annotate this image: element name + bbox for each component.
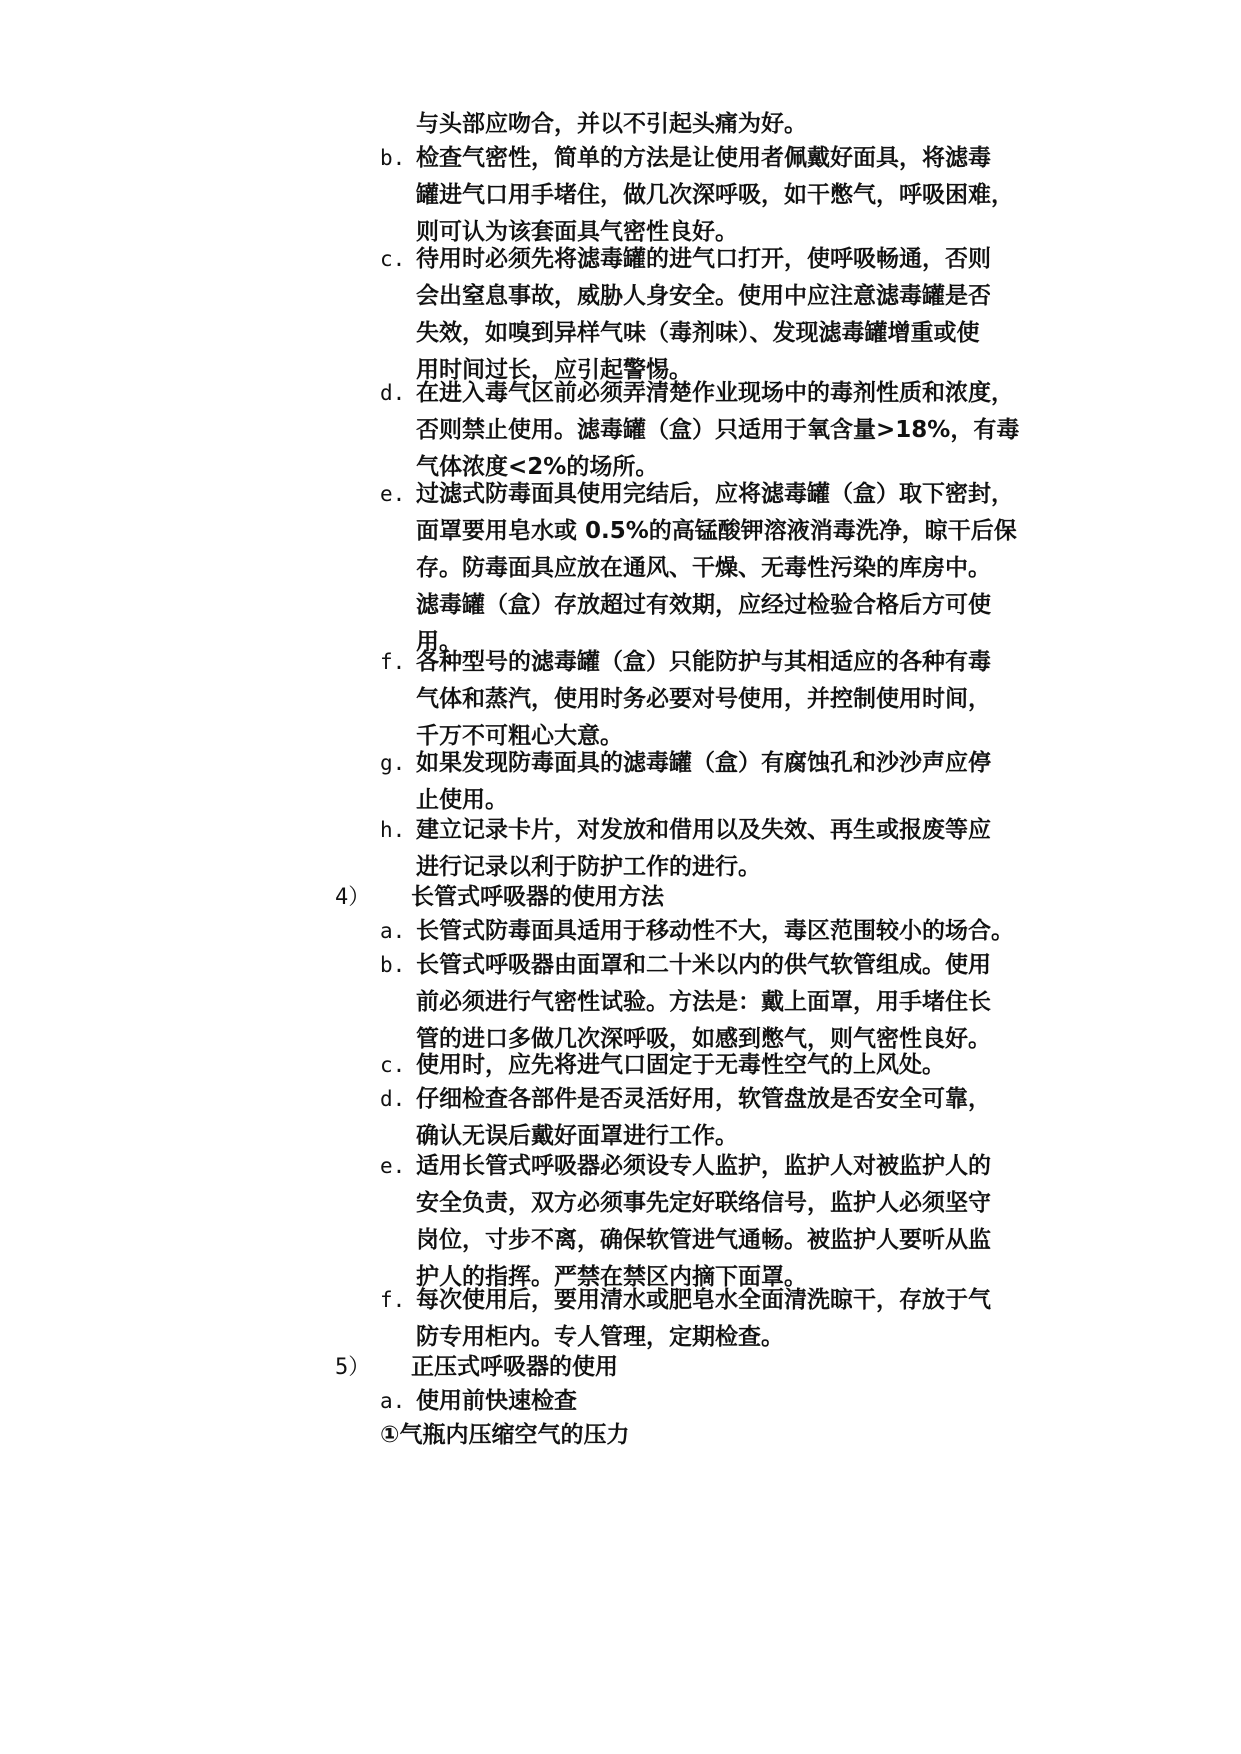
text-line: 过滤式防毒面具使用完结后，应将滤毒罐（盒）取下密封，: [416, 481, 1014, 507]
text-line: 进行记录以利于防护工作的进行。: [416, 854, 761, 880]
section-title: 正压式呼吸器的使用: [411, 1354, 618, 1380]
item-marker: a.: [380, 1389, 406, 1413]
item-text: [416, 375, 1056, 486]
text-line: 待用时必须先将滤毒罐的进气口打开，使呼吸畅通，否则: [416, 246, 991, 272]
text-line: 使用时，应先将进气口固定于无毒性空气的上风处。: [416, 1052, 945, 1078]
text-line: 长管式呼吸器由面罩和二十米以内的供气软管组成。使用: [416, 952, 991, 978]
text-line: 管的进口多做几次深呼吸，如感到憋气，则气密性良好。: [416, 1026, 991, 1052]
text-line: 仔细检查各部件是否灵活好用，软管盘放是否安全可靠，: [416, 1086, 991, 1112]
text-line: 气体浓度<2%的场所。: [416, 454, 659, 480]
item-text: [416, 1047, 1056, 1084]
item-text: [416, 913, 1056, 950]
text-line: 护人的指挥。严禁在禁区内摘下面罩。: [416, 1264, 807, 1290]
text-line: 用时间过长，应引起警惕。: [416, 357, 692, 383]
section-number: 4）: [335, 885, 371, 910]
text-line: 长管式防毒面具适用于移动性不大，毒区范围较小的场合。: [416, 918, 1014, 944]
item-marker: f.: [380, 650, 406, 674]
item-marker: d.: [380, 1087, 406, 1111]
text-line: 气体和蒸汽，使用时务必要对号使用，并控制使用时间，: [416, 686, 991, 712]
text-line: 如果发现防毒面具的滤毒罐（盒）有腐蚀孔和沙沙声应停: [416, 750, 991, 776]
text-line: 止使用。: [416, 787, 508, 813]
item-text: [416, 241, 1056, 389]
text-line: 面罩要用皂水或 0.5%的高锰酸钾溶液消毒洗净，晾干后保: [416, 518, 1017, 544]
item-marker: b.: [380, 953, 406, 977]
item-text: [416, 644, 1056, 755]
continuation-line: 与头部应吻合，并以不引起头痛为好。: [416, 111, 807, 137]
item-marker: g.: [380, 751, 406, 775]
text-line: 各种型号的滤毒罐（盒）只能防护与其相适应的各种有毒: [416, 649, 991, 675]
item-text: [416, 140, 1056, 251]
item-marker: d.: [380, 381, 406, 405]
text-line: 检查气密性，简单的方法是让使用者佩戴好面具，将滤毒: [416, 145, 991, 171]
text-line: 使用前快速检查: [416, 1388, 577, 1414]
item-text: [416, 1081, 1056, 1155]
item-text: [416, 1383, 1056, 1420]
item-text: [416, 812, 1056, 886]
text-line: 确认无误后戴好面罩进行工作。: [416, 1123, 738, 1149]
section-number: 5）: [335, 1355, 371, 1380]
item-marker: a.: [380, 919, 406, 943]
item-text: [416, 1148, 1056, 1296]
text-line: 岗位，寸步不离，确保软管进气通畅。被监护人要听从监: [416, 1227, 991, 1253]
text-line: 前必须进行气密性试验。方法是：戴上面罩，用手堵住长: [416, 989, 991, 1015]
item-text: [416, 947, 1056, 1058]
item-marker: e.: [380, 1154, 406, 1178]
item-marker: c.: [380, 247, 406, 271]
text-line: 则可认为该套面具气密性良好。: [416, 219, 738, 245]
item-marker: c.: [380, 1053, 406, 1077]
text-line: 在进入毒气区前必须弄清楚作业现场中的毒剂性质和浓度，: [416, 380, 1014, 406]
item-marker: b.: [380, 146, 406, 170]
text-line: 千万不可粗心大意。: [416, 723, 623, 749]
text-line: 防专用柜内。专人管理，定期检查。: [416, 1324, 784, 1350]
text-line: 失效，如嗅到异样气味（毒剂味）、发现滤毒罐增重或使: [416, 320, 980, 346]
text-line: 安全负责，双方必须事先定好联络信号，监护人必须坚守: [416, 1190, 991, 1216]
section-title: 长管式呼吸器的使用方法: [411, 884, 664, 910]
text-line: 会出窒息事故，威胁人身安全。使用中应注意滤毒罐是否: [416, 283, 991, 309]
text-line: 建立记录卡片，对发放和借用以及失效、再生或报废等应: [416, 817, 991, 843]
text-line: 适用长管式呼吸器必须设专人监护，监护人对被监护人的: [416, 1153, 991, 1179]
text-line: 滤毒罐（盒）存放超过有效期，应经过检验合格后方可使: [416, 592, 991, 618]
item-marker: h.: [380, 818, 406, 842]
text-line: 每次使用后，要用清水或肥皂水全面清洗晾干，存放于气: [416, 1287, 991, 1313]
item-text: [416, 476, 1056, 661]
item-text: [416, 1282, 1056, 1356]
item-marker: f.: [380, 1288, 406, 1312]
text-line: 存。防毒面具应放在通风、干燥、无毒性污染的库房中。: [416, 555, 991, 581]
text-line: 用。: [416, 629, 462, 655]
item-text: [416, 745, 1056, 819]
item-marker: e.: [380, 482, 406, 506]
circled-item: ①气瓶内压缩空气的压力: [380, 1422, 630, 1448]
text-line: 罐进气口用手堵住，做几次深呼吸，如干憋气，呼吸困难，: [416, 182, 1014, 208]
text-line: 否则禁止使用。滤毒罐（盒）只适用于氧含量>18%，有毒: [416, 417, 1020, 443]
